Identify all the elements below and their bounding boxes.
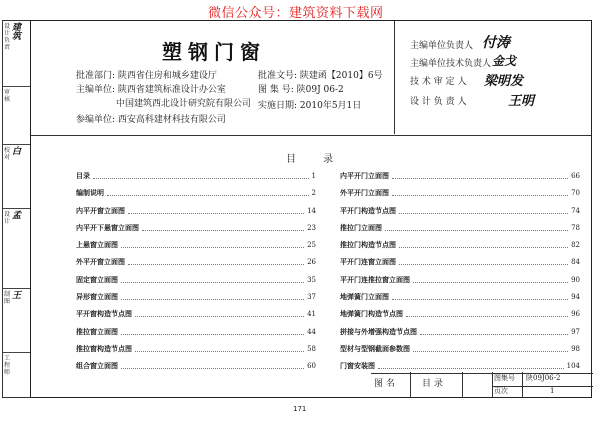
tb-atlas-value: 陕09J06-2 — [526, 374, 561, 382]
side-cell — [3, 21, 30, 87]
signature-3: 梁明发 — [484, 74, 524, 89]
toc-entry-title: 外平开门立面图 — [340, 188, 389, 198]
toc-entry-page: 41 — [307, 310, 316, 319]
date-row — [258, 100, 361, 112]
toc-entry — [76, 343, 316, 360]
toc-title: 目 录 — [286, 154, 346, 165]
date-label: 实施日期: — [258, 101, 298, 111]
toc-entry — [76, 308, 316, 325]
toc-entry-page: 78 — [571, 223, 580, 232]
atlas-row — [258, 84, 344, 96]
doc-no-row — [258, 70, 383, 82]
toc-entry-title: 异形窗立面图 — [76, 292, 118, 302]
toc-entry-page: 96 — [571, 310, 580, 319]
title-block — [370, 372, 592, 398]
resp-label-1: 主编单位负责人 — [410, 41, 474, 51]
toc-entry-title: 上悬窗立面图 — [76, 240, 118, 250]
toc-entry-page: 44 — [307, 327, 316, 336]
approval-dept-label: 批准部门: — [76, 71, 116, 81]
toc-leader-dots — [121, 247, 304, 248]
toc-entry-page: 26 — [307, 258, 316, 267]
editor-value-2: 中国建筑西北设计研究院有限公司 — [116, 99, 252, 109]
side-cell — [3, 353, 30, 399]
toc-entry — [340, 308, 580, 325]
toc-entry — [76, 326, 316, 343]
toc-entry-title: 编制说明 — [76, 188, 104, 198]
toc-entry-page: 25 — [307, 241, 316, 250]
toc-entry-page: 1 — [311, 172, 316, 180]
signature-1: 付涛 — [482, 35, 510, 51]
side-label: 审核 — [4, 89, 11, 103]
doc-no-label: 批准文号: — [258, 71, 298, 81]
approval-dept-value: 陕西省住房和城乡建设厅 — [117, 71, 217, 81]
toc-leader-dots — [399, 264, 568, 265]
toc-entry-title: 固定窗立面图 — [76, 274, 118, 284]
tb-page-label: 页次 — [494, 387, 508, 395]
toc-entry-page: 58 — [307, 344, 316, 353]
toc-entry-page: 94 — [571, 293, 580, 302]
toc-entry-title: 外平开窗立面图 — [76, 257, 125, 267]
tb-page-value: 1 — [550, 387, 555, 395]
side-signature: 王 — [12, 291, 22, 301]
participant-row — [76, 114, 226, 126]
toc-entry — [340, 326, 580, 343]
toc-entry-title: 组合窗立面图 — [76, 361, 118, 371]
side-cell — [3, 145, 30, 209]
side-label: 设计负责 — [4, 23, 11, 51]
toc-entry-page: 98 — [571, 344, 580, 353]
toc-leader-dots — [413, 351, 568, 352]
toc-entry — [340, 256, 580, 273]
toc-entry-page: 74 — [571, 206, 580, 215]
toc-leader-dots — [121, 282, 304, 283]
toc-entry-title: 内平开窗立面图 — [76, 205, 125, 215]
toc-entry-title: 平开门连推拉窗立面图 — [340, 274, 410, 284]
toc-entry-page: 70 — [571, 189, 580, 198]
toc-entry — [76, 170, 316, 187]
toc-leader-dots — [128, 213, 304, 214]
toc-entry-title: 型材与型钢截面参数图 — [340, 343, 410, 353]
toc-entry — [340, 291, 580, 308]
toc-entry-title: 内平开下悬窗立面图 — [76, 222, 139, 232]
toc-entry-page: 84 — [571, 258, 580, 267]
toc-leader-dots — [121, 368, 304, 369]
tb-name-label: 图名 — [374, 379, 399, 389]
side-label: 校对 — [4, 147, 11, 161]
toc-leader-dots — [399, 213, 568, 214]
toc-entry-title: 平开门连窗立面图 — [340, 257, 396, 267]
resp-label-4: 设 计 负 责 人 — [410, 97, 467, 107]
toc-entry-title: 平开窗构造节点图 — [76, 309, 132, 319]
toc-leader-dots — [121, 299, 304, 300]
toc-entry-page: 66 — [571, 172, 580, 180]
tb-divider — [522, 372, 523, 398]
tb-atlas-label: 图集号 — [494, 374, 515, 382]
toc-leader-dots — [406, 316, 568, 317]
side-label: 设计 — [4, 211, 11, 225]
toc-entry-page: 104 — [566, 362, 580, 371]
header-vertical-divider — [394, 21, 395, 134]
side-signature: 建筑 — [12, 23, 22, 42]
toc-leader-dots — [135, 351, 304, 352]
toc-entry-title: 推拉窗立面图 — [76, 326, 118, 336]
toc-entry-title: 地弹簧门构造节点图 — [340, 309, 403, 319]
toc-leader-dots — [413, 282, 568, 283]
toc-entry-title: 门窗安装图 — [340, 361, 375, 371]
tb-divider — [492, 372, 493, 398]
watermark: 微信公众号：建筑资料下载网 — [208, 6, 384, 21]
resp-row-4 — [410, 96, 466, 108]
approval-dept-row — [76, 70, 217, 82]
doc-no-value: 陕建函【2010】6号 — [299, 71, 383, 81]
toc-leader-dots — [107, 195, 309, 196]
signature-2: 金戈 — [492, 54, 517, 68]
toc-entry-page: 82 — [571, 241, 580, 250]
date-value: 2010年5月1日 — [299, 101, 362, 111]
toc-entry-page: 35 — [307, 275, 316, 284]
resp-row-1 — [410, 40, 473, 52]
toc-leader-dots — [420, 334, 568, 335]
toc-entry — [76, 239, 316, 256]
toc-entry — [340, 205, 580, 222]
toc-leader-dots — [142, 230, 304, 231]
toc-entry — [76, 291, 316, 308]
toc-right-column — [340, 170, 580, 378]
toc-entry-title: 拼接与外增强构造节点图 — [340, 326, 417, 336]
toc-leader-dots — [121, 334, 304, 335]
signature-4: 王明 — [508, 94, 535, 109]
toc-entry — [340, 274, 580, 291]
header-divider — [31, 135, 591, 136]
editor-row — [76, 84, 226, 96]
side-cell — [3, 87, 30, 145]
toc-entry — [76, 360, 316, 377]
side-label: 制图 — [4, 291, 11, 305]
atlas-label: 图 集 号: — [258, 85, 294, 95]
approval-side-strip — [2, 20, 30, 398]
toc-entry-title: 推拉门构造节点图 — [340, 240, 396, 250]
toc-entry — [340, 222, 580, 239]
toc-leader-dots — [399, 247, 568, 248]
side-cell — [3, 289, 30, 353]
toc-entry — [76, 256, 316, 273]
toc-leader-dots — [392, 178, 568, 179]
toc-entry — [76, 187, 316, 204]
toc-entry-title: 平开门构造节点图 — [340, 205, 396, 215]
toc-entry-page: 97 — [571, 327, 580, 336]
toc-entry — [340, 239, 580, 256]
participant-value: 西安高科建材科技有限公司 — [117, 115, 226, 125]
toc-leader-dots — [392, 299, 568, 300]
toc-leader-dots — [135, 316, 304, 317]
resp-label-2: 主编单位技术负责人 — [410, 59, 492, 69]
side-label: 工程师 — [4, 355, 11, 376]
toc-leader-dots — [128, 264, 304, 265]
toc-entry — [340, 343, 580, 360]
tb-divider — [462, 372, 463, 398]
toc-entry-page: 60 — [307, 362, 316, 371]
toc-entry — [76, 205, 316, 222]
page-number: 171 — [293, 405, 307, 413]
toc-entry — [340, 187, 580, 204]
toc-entry — [340, 170, 580, 187]
participant-label: 参编单位: — [76, 115, 116, 125]
toc-leader-dots — [392, 195, 568, 196]
toc-entry-title: 目录 — [76, 171, 90, 180]
side-signature: 孟 — [12, 211, 22, 221]
toc-entry-page: 23 — [307, 223, 316, 232]
editor-value-1: 陕西省建筑标准设计办公室 — [117, 85, 226, 95]
tb-name-value: 目 录 — [422, 379, 443, 389]
atlas-value: 陕09J 06-2 — [296, 85, 344, 95]
toc-entry-title: 地弹簧门立面图 — [340, 292, 389, 302]
toc-entry-title: 推拉门立面图 — [340, 222, 382, 232]
page-title: 塑钢门窗 — [162, 40, 266, 64]
toc-leader-dots — [93, 178, 309, 179]
toc-entry-page: 37 — [307, 293, 316, 302]
resp-label-3: 技 术 审 定 人 — [410, 77, 467, 87]
toc-entry — [76, 222, 316, 239]
resp-row-2 — [410, 58, 491, 70]
toc-entry-title: 内平开门立面图 — [340, 171, 389, 180]
side-cell — [3, 209, 30, 289]
toc-entry-title: 推拉窗构造节点图 — [76, 343, 132, 353]
side-signature: 白 — [12, 147, 22, 157]
toc-entry-page: 14 — [307, 206, 316, 215]
toc-leader-dots — [385, 230, 568, 231]
toc-entry-page: 90 — [571, 275, 580, 284]
toc-entry — [76, 274, 316, 291]
toc-leader-dots — [378, 368, 564, 369]
resp-row-3 — [410, 76, 466, 88]
editor-label: 主编单位: — [76, 85, 116, 95]
tb-divider — [410, 372, 411, 398]
toc-left-column — [76, 170, 316, 378]
toc-entry-page: 2 — [311, 189, 316, 198]
